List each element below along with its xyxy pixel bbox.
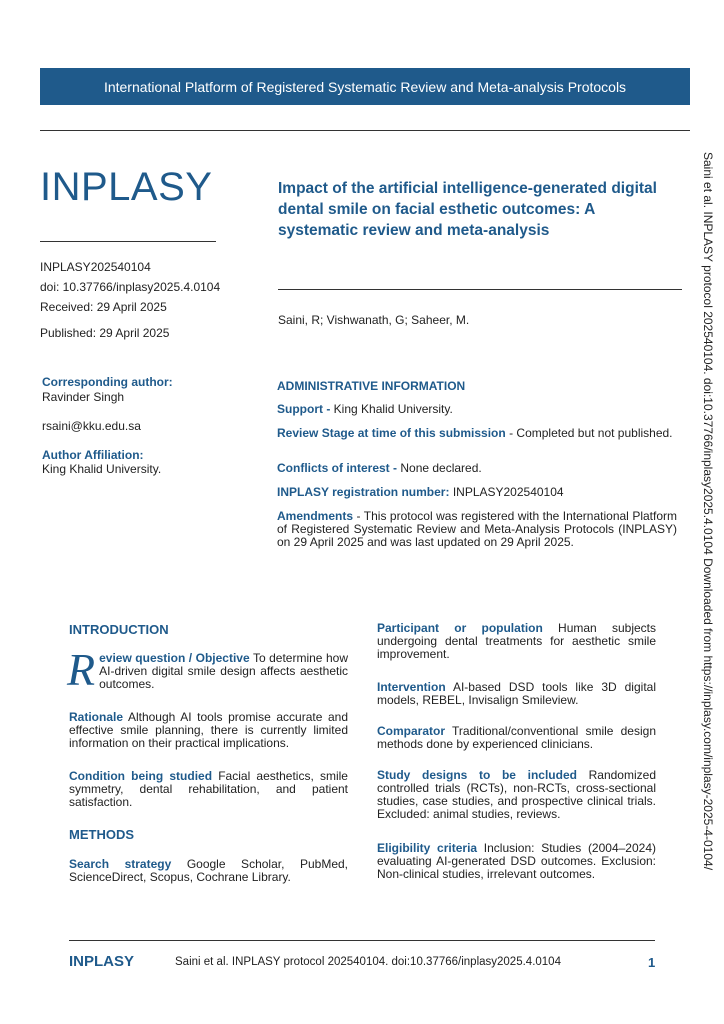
condition (69, 770, 348, 809)
admin-amendments (277, 510, 677, 549)
stage-value: - Completed but not published. (505, 426, 673, 440)
header-divider (40, 130, 690, 131)
eligibility (377, 842, 656, 881)
doi-link[interactable]: doi: 10.37766/inplasy2025.4.0104 (40, 280, 221, 294)
eligibility-label: Eligibility criteria (377, 841, 478, 855)
footer-citation: Saini et al. INPLASY protocol 202540104. doi:10.37766/inplasy2025.4.0104 (175, 956, 561, 968)
inplasy-logo: INPLASY (40, 165, 213, 209)
author-list: Saini, R; Vishwanath, G; Saheer, M. (278, 313, 470, 327)
article-title: Impact of the artificial intelligence-generated digital dental smile on facial esthetic outcomes: A systematic review and meta-analysis (278, 180, 657, 239)
corresponding-author-name: Ravinder Singh (42, 390, 125, 404)
support-label: Support - (277, 402, 331, 416)
comparator-label: Comparator (377, 724, 446, 738)
condition-label: Condition being studied (69, 769, 213, 783)
participant-text: Human subjects undergoing dental treatments for aesthetic smile improvement. (377, 621, 656, 661)
rationale (69, 711, 348, 750)
review-question-text: To determine how AI-driven digital smile design affects aesthetic outcomes. (99, 651, 348, 691)
admin-heading-text: ADMINISTRATIVE INFORMATION (277, 379, 466, 393)
author-email[interactable]: rsaini@kku.edu.sa (42, 419, 141, 433)
admin-support (277, 403, 677, 416)
footer-logo: INPLASY (69, 953, 135, 970)
conflicts-label: Conflicts of interest - (277, 461, 398, 475)
condition-text: Facial aesthetics, smile symmetry, dental rehabilitation, and patient satisfaction. (69, 769, 348, 809)
methods-heading: METHODS (69, 827, 134, 842)
study-designs-label: Study designs to be included (377, 768, 577, 782)
side-citation: Saini et al. INPLASY protocol 202540104. doi:10.37766/inplasy2025.4.0104 Downloaded from https://inplasy.com/inplasy-2025-4-0104/ (701, 152, 715, 871)
rationale-text: Although AI tools promise accurate and effective smile planning, there is currently limited information on their practical implications. (69, 710, 348, 750)
page-number: 1 (648, 955, 656, 970)
rationale-label: Rationale (69, 710, 124, 724)
affiliation-text: King Khalid University. (42, 462, 162, 476)
participant-label: Participant or population (377, 621, 543, 635)
search-strategy (69, 858, 348, 884)
review-question-label: eview question / Objective (99, 651, 250, 665)
admin-heading (277, 380, 677, 393)
conflicts-value: None declared. (397, 461, 482, 475)
support-value: King Khalid University. (330, 402, 453, 416)
journal-banner: International Platform of Registered Systematic Review and Meta-analysis Protocols (40, 68, 690, 105)
admin-regnum (277, 486, 677, 499)
title-divider (278, 289, 682, 290)
published-date: Published: 29 April 2025 (40, 326, 170, 340)
participant (377, 622, 656, 661)
corresponding-author-label: Corresponding author: (42, 375, 173, 389)
logo-underline (40, 241, 216, 242)
comparator (377, 725, 656, 751)
admin-conflicts (277, 462, 677, 475)
search-strategy-text: Google Scholar, PubMed, ScienceDirect, Scopus, Cochrane Library. (69, 857, 348, 884)
study-designs-text: Randomized controlled trials (RCTs), non-RCTs, cross-sectional studies, case studies, and prospective clinical trials. Excluded: animal studies, reviews. (377, 768, 656, 821)
intervention-text: AI-based DSD tools like 3D digital models, REBEL, Invisalign Smileview. (377, 680, 656, 707)
affiliation-label: Author Affiliation: (42, 448, 144, 462)
received-date: Received: 29 April 2025 (40, 300, 167, 314)
amend-label: Amendments (277, 509, 354, 523)
intro-heading: INTRODUCTION (69, 622, 169, 637)
search-strategy-label: Search strategy (69, 857, 172, 871)
stage-label: Review Stage at time of this submission (277, 426, 506, 440)
intervention (377, 681, 656, 707)
comparator-text: Traditional/conventional smile design methods done by experienced clinicians. (377, 724, 656, 751)
study-designs (377, 769, 656, 821)
intervention-label: Intervention (377, 680, 446, 694)
drop-cap: R (67, 644, 96, 695)
registration-id: INPLASY202540104 (40, 260, 151, 274)
eligibility-text: Inclusion: Studies (2004–2024) evaluating AI-generated DSD outcomes. Exclusion: Non-clinical studies, irrelevant outcomes. (377, 841, 656, 881)
footer-divider (69, 940, 655, 941)
review-question (67, 644, 348, 695)
amend-value: - This protocol was registered with the International Platform of Registered Systematic Review and Meta-Analysis Protocols (INPLASY) on 29 April 2025 and was last updated on 29 April 2025. (277, 509, 677, 549)
regnum-label: INPLASY registration number: (277, 485, 450, 499)
regnum-value: INPLASY202540104 (449, 485, 564, 499)
admin-stage (277, 427, 677, 440)
